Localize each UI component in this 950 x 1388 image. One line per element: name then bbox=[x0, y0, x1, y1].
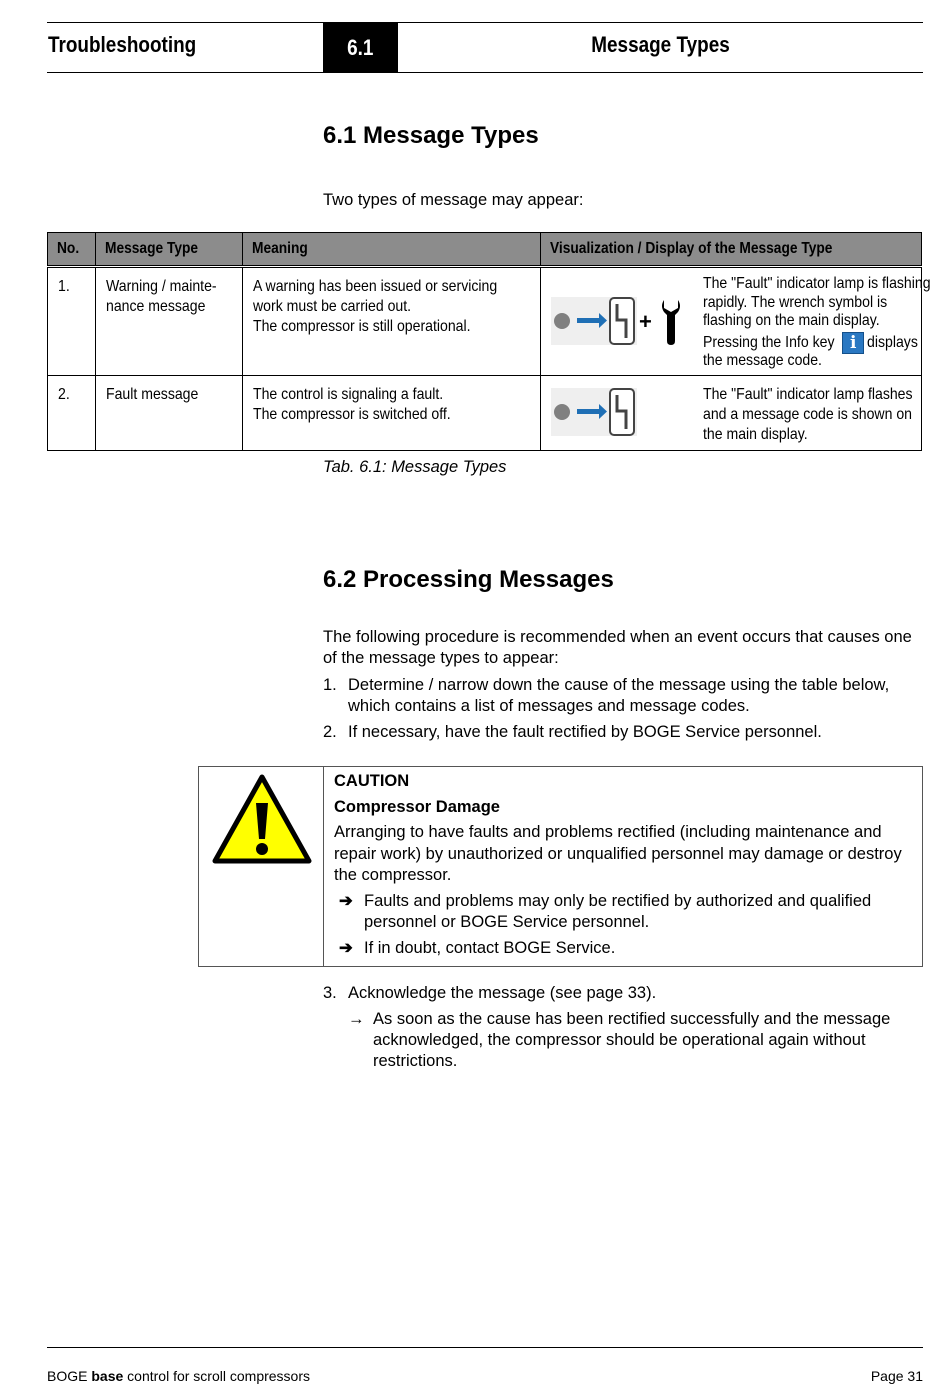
table-row bbox=[48, 376, 922, 451]
list-item: 2. If necessary, have the fault rectified by BOGE Service personnel. bbox=[323, 723, 822, 741]
row1-visual-description: The "Fault" indicator lamp is flashing rapidly. The wrench symbol is flashing on the main display. Pressing the Info key i displays the message code. bbox=[703, 275, 931, 369]
row2-visual-description: The "Fault" indicator lamp flashes and a message code is shown on the main display. bbox=[703, 386, 913, 443]
list-item: 3. Acknowledge the message (see page 33). bbox=[323, 984, 657, 1002]
arrow-right-icon: ➔ bbox=[339, 891, 353, 910]
procedure-step-3 bbox=[323, 983, 923, 1009]
intro-6-1: Two types of message may appear: bbox=[323, 191, 584, 209]
heading-6-2: 6.2 Processing Messages bbox=[323, 566, 614, 593]
row2-type: Fault message bbox=[96, 376, 243, 451]
row1-no: 1. bbox=[48, 268, 96, 376]
row1-meaning: A warning has been issued or servicing work must be carried out. The compressor is still operational. bbox=[242, 268, 541, 376]
caution-title: Compressor Damage bbox=[334, 797, 500, 816]
row2-visualization bbox=[541, 376, 922, 451]
section-title: Message Types bbox=[591, 32, 730, 57]
col-header-visualization: Visualization / Display of the Message Type bbox=[541, 233, 922, 266]
plus-sign bbox=[639, 309, 652, 334]
row2-meaning: The control is signaling a fault. The compressor is switched off. bbox=[242, 376, 541, 451]
list-item: ➔ Faults and problems may only be rectified by authorized and qualified personnel or BOGE Service personnel. bbox=[339, 891, 872, 931]
info-key-icon: i bbox=[842, 332, 864, 354]
heading-6-1: 6.1 Message Types bbox=[323, 122, 539, 149]
warning-visual bbox=[551, 292, 701, 352]
procedure-steps bbox=[323, 675, 923, 748]
header-top-rule bbox=[47, 22, 923, 23]
col-header-no: No. bbox=[48, 233, 96, 266]
table-row bbox=[48, 268, 922, 376]
svg-text:+: + bbox=[639, 309, 653, 334]
display-icon bbox=[610, 389, 634, 435]
caution-body: Arranging to have faults and problems rectified (including maintenance and repair work) by unauthorized or unqualified personnel may damage or destroy the compressor. bbox=[334, 823, 902, 884]
page-number: Page 31 bbox=[870, 1368, 923, 1384]
table-caption: Tab. 6.1: Message Types bbox=[323, 458, 507, 476]
step-result: → As soon as the cause has been rectified successfully and the message acknowledged, the compressor should be operational again without restrictions. bbox=[348, 1010, 891, 1070]
fault-lamp-icon bbox=[554, 313, 570, 329]
list-item: 1. Determine / narrow down the cause of the message using the table below, which contains a list of messages and message codes. bbox=[323, 676, 890, 715]
header-bottom-rule bbox=[47, 72, 923, 73]
caution-text bbox=[334, 771, 914, 959]
row1-visualization bbox=[541, 268, 931, 376]
footer-rule bbox=[47, 1347, 923, 1348]
section-number: 6.1 bbox=[323, 23, 398, 73]
footer-product: BOGE base control for scroll compressors bbox=[47, 1368, 310, 1384]
table-header-row bbox=[48, 233, 922, 266]
caution-label: CAUTION bbox=[334, 772, 410, 790]
arrow-right-icon: ➔ bbox=[339, 938, 353, 957]
caution-divider bbox=[323, 767, 324, 966]
fault-visual bbox=[551, 386, 641, 440]
result-arrow-icon: → bbox=[348, 1010, 365, 1028]
chapter-title: Troubleshooting bbox=[48, 32, 197, 57]
wrench-icon bbox=[662, 300, 680, 345]
fault-lamp-icon bbox=[554, 404, 570, 420]
col-header-type: Message Type bbox=[96, 233, 243, 266]
row2-no: 2. bbox=[48, 376, 96, 451]
col-header-meaning: Meaning bbox=[242, 233, 541, 266]
caution-box bbox=[198, 766, 923, 967]
intro-6-2: The following procedure is recommended when an event occurs that causes one of the message types to appear: bbox=[323, 628, 912, 667]
row1-type: Warning / mainte- nance message bbox=[96, 268, 243, 376]
list-item: ➔ If in doubt, contact BOGE Service. bbox=[339, 938, 914, 960]
message-types-table bbox=[47, 232, 931, 451]
warning-triangle-icon bbox=[211, 773, 313, 865]
display-icon bbox=[610, 298, 634, 344]
